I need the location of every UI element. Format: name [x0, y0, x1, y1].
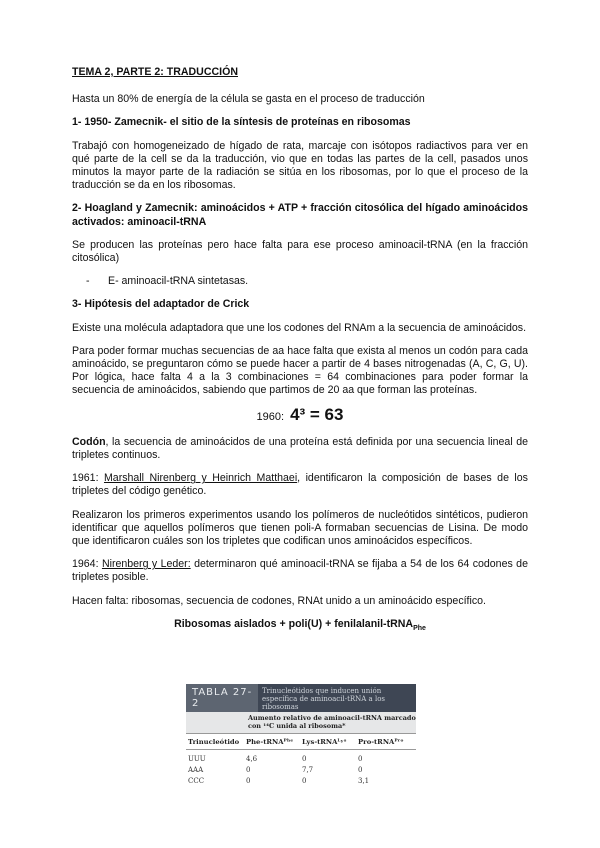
table-cell: 0 [302, 777, 307, 785]
codon-paragraph [72, 436, 528, 462]
table-image [186, 684, 416, 804]
column-header: Pro-tRNAᴾʳᵒ [358, 738, 404, 746]
table-cell: 0 [358, 755, 363, 763]
table-cell: AAA [188, 766, 204, 774]
codon-definition: , la secuencia de aminoácidos de una proteína está definida por una secuencia lineal de tripletes continuos. [72, 435, 528, 462]
table-cell: 7,7 [302, 766, 314, 774]
section-3-heading: 3- Hipótesis del adaptador de Crick [72, 298, 250, 311]
p3-names: Marshall Nirenberg y Heinrich Matthaei [103, 472, 298, 485]
section-3-p5 [72, 558, 528, 584]
section-3-p4: Realizaron los primeros experimentos usando los polímeros de nucleótidos sintéticos, pudieron identificar que aquellos polímeros que tienen poli-A formaban secuencias de Lisina. De modo que identificaron cuáles son los tripletes que codifican unos aminoácidos específicos. [72, 508, 528, 548]
table-label: TABLA 27-2 [186, 684, 258, 712]
caption-main: Ribosomas aislados + poli(U) + fenilalanil-tRNA [174, 617, 414, 630]
document-body [72, 66, 528, 653]
section-3-p3 [72, 472, 528, 498]
p5-year: 1964: [72, 558, 102, 571]
section-2-text: Se producen las proteínas pero hace falta para ese proceso aminoacil-tRNA (en la fracción citosólica) [72, 238, 528, 265]
table-cell: 0 [246, 766, 251, 774]
figure-caption [72, 618, 528, 635]
table-caption: Trinucleótidos que inducen unión específica de aminoacil-tRNA a los ribosomas [258, 684, 416, 712]
caption-sub: Phe [413, 625, 426, 632]
section-3-p6: Hacen falta: ribosomas, secuencia de codones, RNAt unido a un aminoácido específico. [72, 594, 486, 607]
bullet-dash: - [86, 275, 90, 288]
column-header: Trinucleótido [188, 738, 240, 746]
p3-rest: , identificaron la composición de bases de los tripletes del código genético. [72, 472, 528, 498]
column-header: Phe-tRNAᴾʰᵉ [246, 738, 294, 746]
formula-year: 1960: [256, 410, 285, 423]
table-cell: 3,1 [358, 777, 370, 785]
formula-line [72, 404, 528, 424]
formula: 4³ = 63 [290, 404, 344, 424]
column-header: Lys-tRNAᴸʸˢ [302, 738, 347, 746]
section-2-bullet [86, 275, 528, 288]
section-3-p2: Para poder formar muchas secuencias de aa hace falta que exista al menos un codón para cada aminoácido, se preguntaron cómo se puede hacer a partir de 4 bases nitrogenadas (A, C, G, U). Por lógica, hace falta 4 a la 3 combinaciones = 64 combinaciones para poder formar la secuencia de aminoácidos, sabiendo que partimos de 20 aa que forman las proteínas. [72, 344, 528, 397]
table-cell: 0 [246, 777, 251, 785]
section-3-p1: Existe una molécula adaptadora que une los codones del RNAm a la secuencia de aminoácidos. [72, 321, 527, 334]
table-row [186, 754, 416, 765]
p3-year: 1961: [72, 472, 104, 485]
intro-paragraph: Hasta un 80% de energía de la célula se gasta en el proceso de traducción [72, 93, 425, 106]
section-2-heading: 2- Hoagland y Zamecnik: aminoácidos + ATP + fracción citosólica del hígado aminoácidos activados: aminoacil-tRNA [72, 202, 528, 228]
table-columns [186, 734, 416, 750]
table-body [186, 750, 416, 787]
p5-names: Nirenberg y Leder: [101, 558, 191, 571]
table-row [186, 765, 416, 776]
table-cell: CCC [188, 777, 205, 785]
p5-rest: determinaron qué aminoacil-tRNA se fijaba a 54 de los 64 codones de tripletes posible. [72, 558, 528, 584]
table-group-header: Aumento relativo de aminoacil-tRNA marcado con ¹⁴C unida al ribosoma* [186, 712, 416, 734]
table-cell: 4,6 [246, 755, 258, 763]
section-1-text: Trabajó con homogeneizado de hígado de rata, marcaje con isótopos radiactivos para ver en qué parte de la cell se da la traducción, vio que en todas las partes de la cell, pasados unos minutos la mayor parte de la radiación se sitúa en los ribosomas, por lo que el proceso de la traducción se da en los ribosomas. [72, 139, 528, 192]
table-header-bar [186, 684, 416, 712]
codon-term: Codón [72, 435, 106, 448]
table-cell: UUU [188, 755, 206, 763]
table-cell: 0 [358, 766, 363, 774]
section-1-heading: 1- 1950- Zamecnik- el sitio de la síntesis de proteínas en ribosomas [72, 116, 411, 129]
document-title: TEMA 2, PARTE 2: TRADUCCIÓN [72, 66, 238, 78]
table-row [186, 776, 416, 787]
bullet-text: E- aminoacil-tRNA sintetasas. [108, 275, 249, 288]
table-cell: 0 [302, 755, 307, 763]
